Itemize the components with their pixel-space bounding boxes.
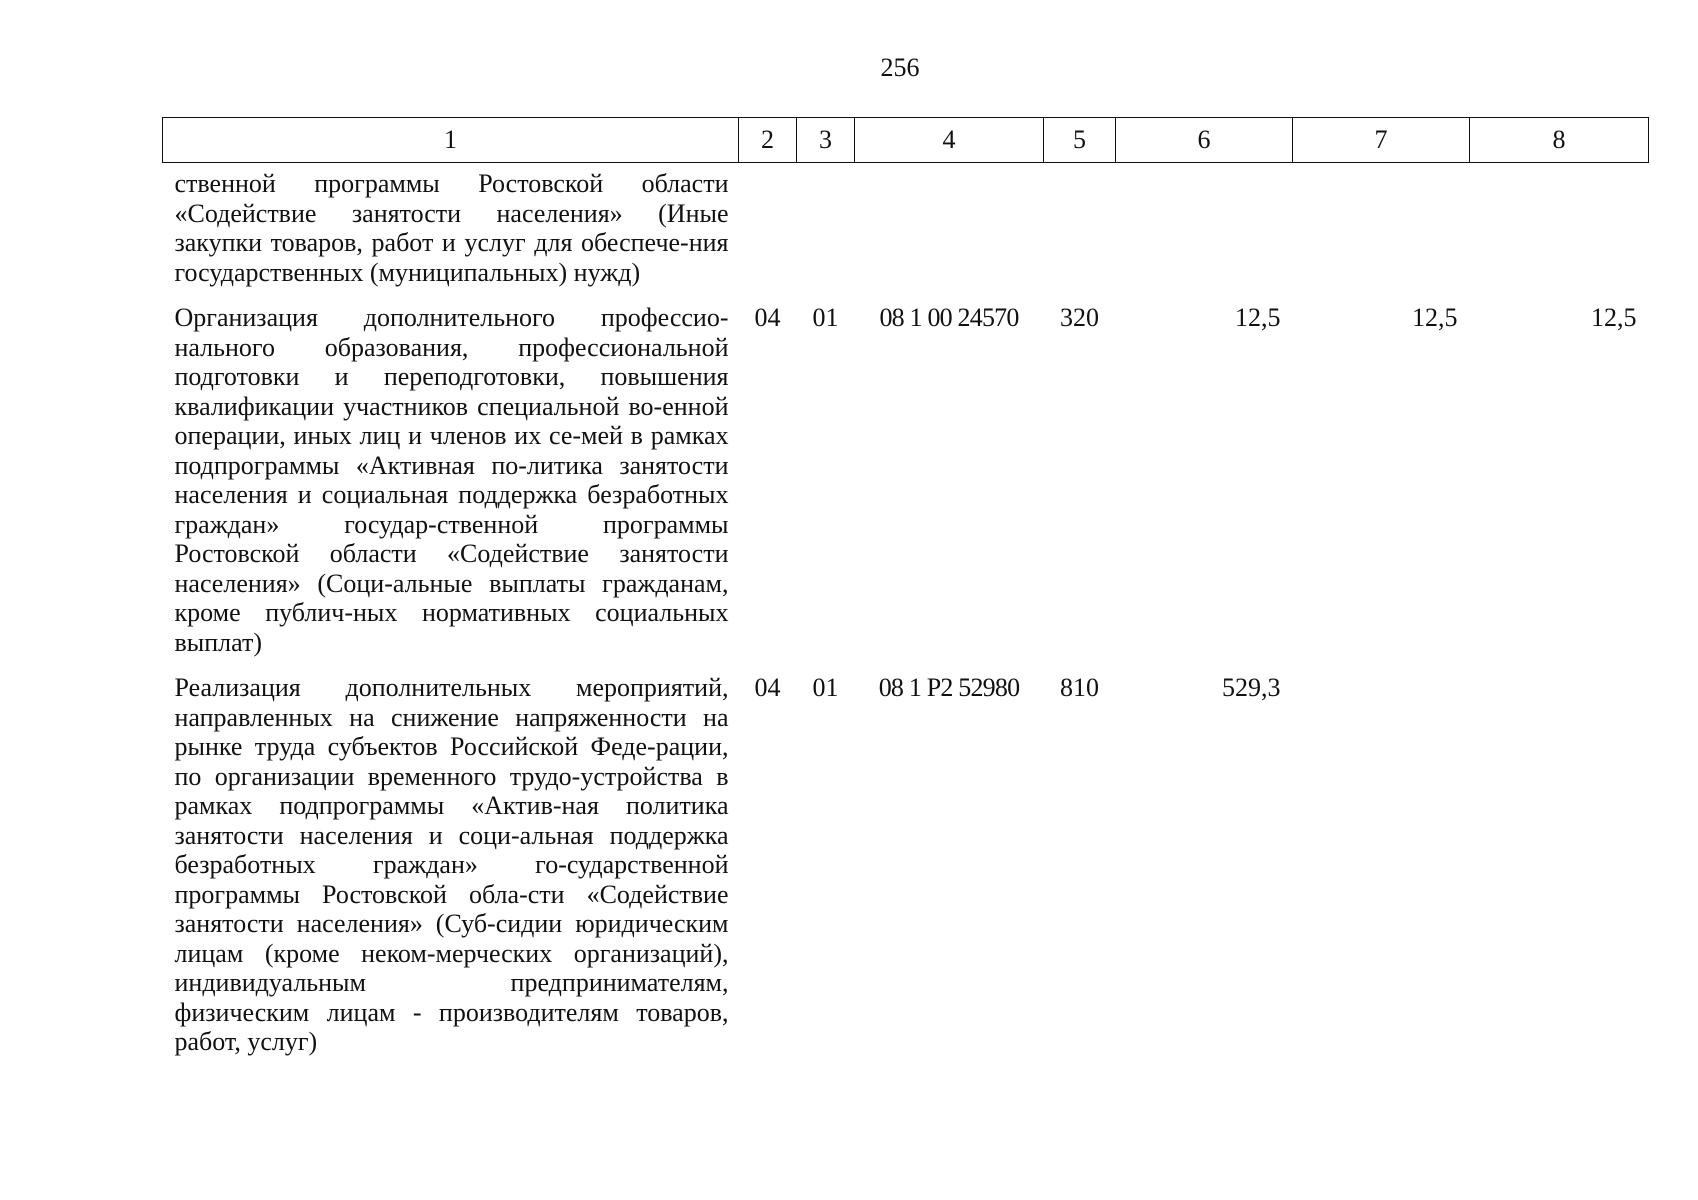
header-col-4: 4 — [855, 118, 1044, 163]
row-subsection-code — [797, 163, 855, 288]
table-header — [163, 118, 1649, 163]
header-col-1: 1 — [163, 118, 739, 163]
table-body — [163, 163, 1649, 1057]
row-description: ственной программы Ростовской области «Содействие занятости населения» (Иные закупки товаров, работ и услуг для обеспече-ния государственных (муниципальных) нужд) — [174, 169, 729, 287]
budget-table — [162, 117, 1649, 1057]
row-amount-col6: 529,3 — [1222, 673, 1281, 702]
header-col-8: 8 — [1470, 118, 1649, 163]
table-row — [163, 657, 1649, 1057]
row-expense-type — [1044, 163, 1116, 288]
row-section-code: 04 — [754, 673, 781, 702]
header-row — [163, 118, 1649, 163]
row-section-code: 04 — [754, 303, 781, 332]
row-description: Реализация дополнительных мероприятий, направленных на снижение напряженности на рынке труда субъектов Российской Феде-рации, по организации временного трудо-устройства в рамках подпрограммы «Актив-ная политика занятости населения и соци-альная поддержка безработных граждан» го-сударственной программы Ростовской обла-сти «Содействие занятости населения» (Суб-сидии юридическим лицам (кроме неком-мерческих организаций), индивидуальным предпринимателям, физическим лицам - производителям товаров, работ, услуг) — [174, 673, 729, 1056]
row-target-article: 08 1 Р2 52980 — [878, 673, 1020, 702]
row-description: Организация дополнительного профессио-нального образования, профессиональной подготовки и переподготовки, повышения квалификации участников специальной во-енной операции, иных лиц и членов их се-мей в рамках подпрограммы «Активная по-литика занятости населения и социальная поддержка безработных граждан» государ-ственной программы Ростовской области «Содействие занятости населения» (Соци-альные выплаты гражданам, кроме публич-ных нормативных социальных выплат) — [174, 303, 729, 657]
row-amount-col7: 12,5 — [1412, 303, 1458, 332]
row-amount-col8: 12,5 — [1591, 303, 1637, 332]
header-col-3: 3 — [797, 118, 855, 163]
row-target-article: 08 1 00 24570 — [879, 303, 1019, 332]
row-subsection-code: 01 — [812, 673, 839, 702]
row-expense-type: 810 — [1060, 673, 1099, 702]
row-amount-col6 — [1116, 163, 1293, 288]
header-col-6: 6 — [1116, 118, 1293, 163]
header-col-5: 5 — [1044, 118, 1116, 163]
row-amount-col8 — [1470, 657, 1649, 1057]
row-subsection-code: 01 — [812, 303, 839, 332]
header-col-7: 7 — [1293, 118, 1470, 163]
table-row — [163, 287, 1649, 657]
row-expense-type: 320 — [1060, 303, 1099, 332]
row-amount-col8 — [1470, 163, 1649, 288]
row-section-code — [739, 163, 797, 288]
row-amount-col7 — [1293, 657, 1470, 1057]
row-target-article — [855, 163, 1044, 288]
row-amount-col7 — [1293, 163, 1470, 288]
page-number: 256 — [880, 53, 920, 82]
header-col-2: 2 — [739, 118, 797, 163]
table-row — [163, 163, 1649, 288]
row-amount-col6: 12,5 — [1235, 303, 1281, 332]
